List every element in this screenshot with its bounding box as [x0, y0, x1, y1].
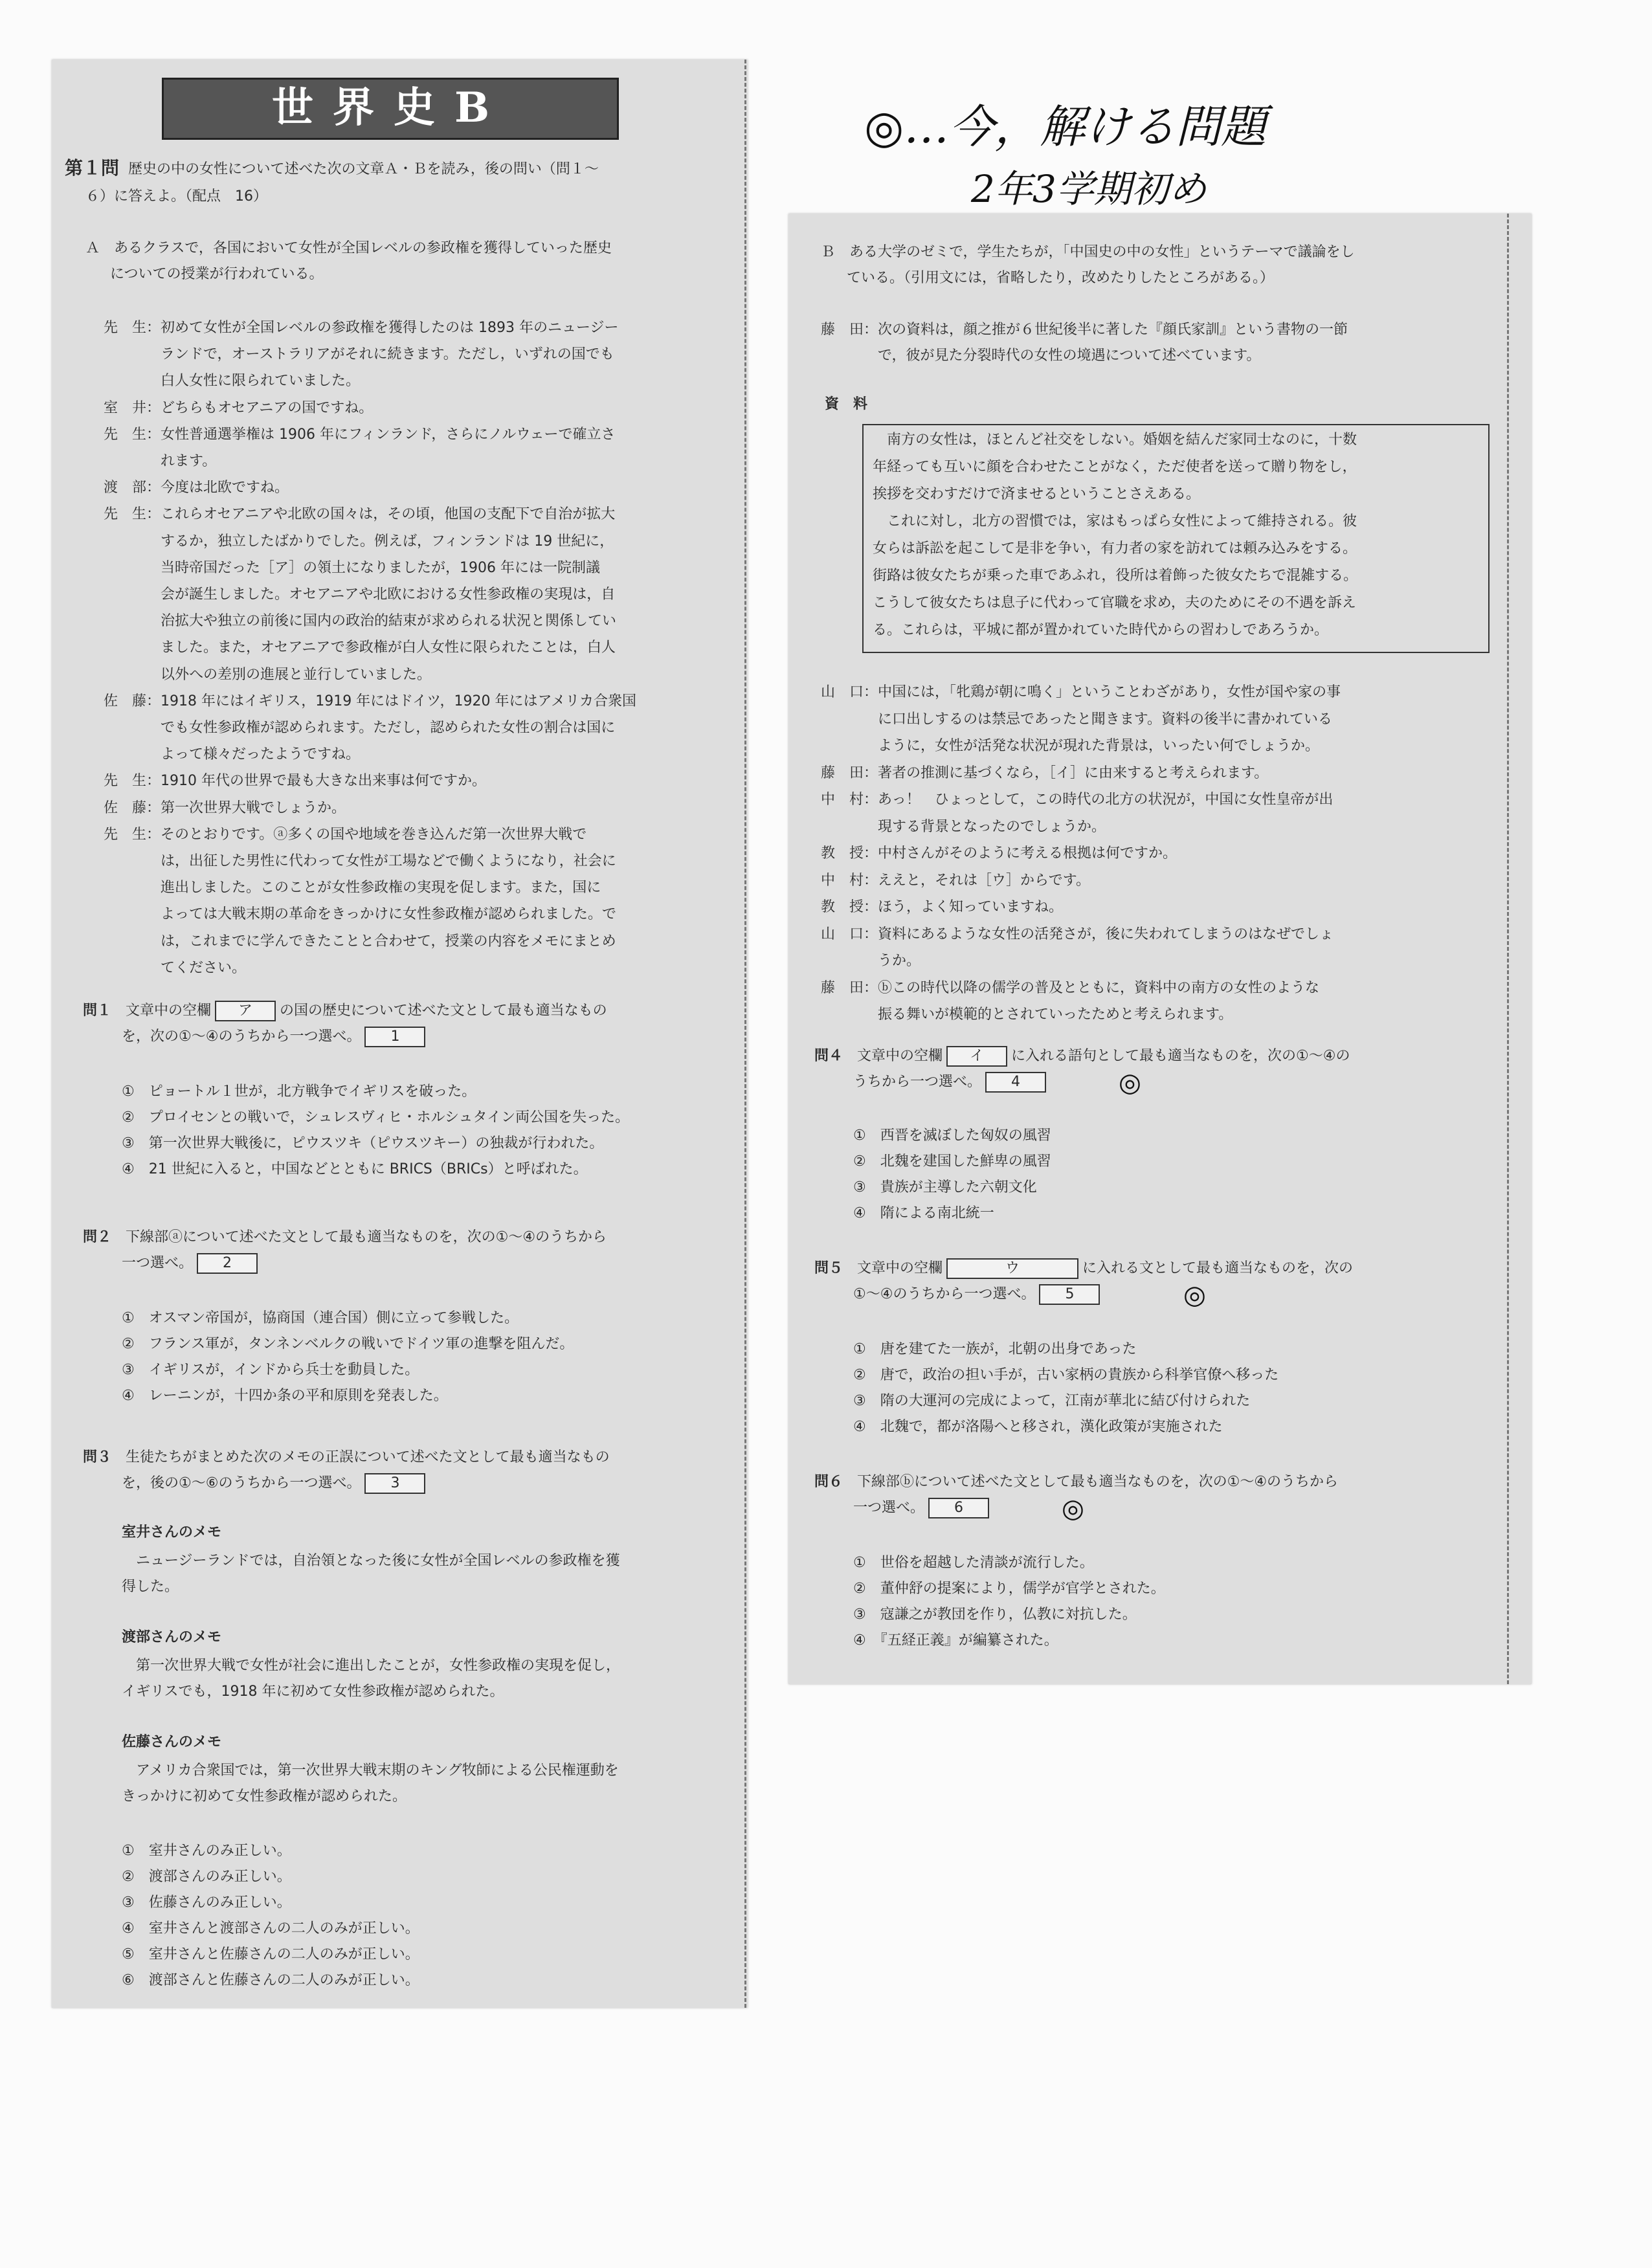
dialog-line: よって様々だったようですね。: [104, 746, 361, 763]
dialog-line: れます。: [104, 453, 217, 469]
dialog-line: 白人女性に限られていました。: [104, 373, 361, 390]
question-4-stem-2: [853, 1069, 1050, 1095]
dialog-line: 山 口：資料にあるような女性の活発さが，後に失われてしまうのはなぜでしょ: [821, 926, 1334, 942]
question-1-heading: 第１問: [65, 157, 120, 179]
q2-text: 下線部ⓐについて述べた文として最も適当なものを，次の①～④のうちから: [126, 1229, 607, 1245]
option-item: ② プロイセンとの戦いで，シュレスヴィヒ・ホルシュタイン両公国を失った。: [122, 1109, 630, 1126]
option-item: ③ 寇謙之が教団を作り，仏教に対抗した。: [853, 1606, 1137, 1623]
dialog-line: よっては大戦末期の革命をきっかけに女性参政権が認められました。で: [104, 906, 617, 923]
option-item: ③ 貴族が主導した六朝文化: [853, 1179, 1037, 1195]
dialog-line: ました。また，オセアニアで参政権が白人女性に限られたことは，白人: [104, 639, 616, 656]
memo-3-line: アメリカ合衆国では，第一次世界大戦末期のキング牧師による公民権運動を: [136, 1762, 619, 1779]
handwritten-circle-mark: ◎: [1119, 1068, 1141, 1098]
dialog-line: 佐 藤：第一次世界大戦でしょうか。: [104, 799, 346, 816]
option-item: ① 世俗を超越した清談が流行した。: [853, 1555, 1094, 1571]
option-item: ④ 21 世紀に入ると，中国などとともに BRICS（BRICs）と呼ばれた。: [122, 1161, 588, 1177]
handwritten-note-1: ◎…今，解ける問題: [864, 100, 1267, 153]
q1-text: の国の歴史について述べた文として最も適当なもの: [280, 1003, 607, 1019]
dialog-line: に口出しするのは禁忌であったと聞きます。資料の後半に書かれている: [821, 711, 1333, 728]
question-3-stem-2: [122, 1471, 429, 1496]
memo-3-line: きっかけに初めて女性参政権が認められた。: [122, 1788, 407, 1805]
q3-text: 生徒たちがまとめた次のメモの正誤について述べた文として最も適当なもの: [126, 1449, 610, 1465]
dialog-line: 以外への差別の進展と並行していました。: [104, 666, 432, 683]
option-item: ④ 『五経正義』が編纂された。: [853, 1632, 1058, 1649]
source-line: る。これらは，平城に都が置かれていた時代からの習わしであろうか。: [873, 622, 1329, 638]
option-item: ⑤ 室井さんと佐藤さんの二人のみが正しい。: [122, 1946, 419, 1962]
option-item: ② 北魏を建国した鮮卑の風習: [853, 1153, 1051, 1170]
handwritten-circle-mark: ◎: [1183, 1280, 1206, 1310]
question-1-stem: [83, 998, 607, 1024]
dialog-line: は，これまでに学んできたことと合わせて，授業の内容をメモにまとめ: [104, 933, 616, 950]
dialog-line: 会が誕生しました。オセアニアや北欧における女性参政権の実現は，自: [104, 586, 616, 603]
option-item: ③ 第一次世界大戦後に，ピウスツキ（ピウスツキー）の独裁が行われた。: [122, 1135, 604, 1151]
dialog-line: 治拡大や独立の前後に国内の政治的結束が求められる状況と関係してい: [104, 613, 617, 630]
option-item: ④ 北魏で，都が洛陽へと移され，漢化政策が実施された: [853, 1419, 1223, 1435]
q6-text: 一つ選べ。: [853, 1500, 925, 1516]
q6-text: 下線部ⓑについて述べた文として最も適当なものを，次の①～④のうちから: [857, 1474, 1339, 1490]
source-line: こうして彼女たちは息子に代わって官職を求め，夫のためにその不遇を訴え: [873, 595, 1356, 611]
question-3-stem: [83, 1445, 610, 1471]
q2-label: 問２: [83, 1229, 112, 1245]
source-line: 街路は彼女たちが乗った車であふれ，役所は着飾った彼女たちで混雑する。: [873, 568, 1358, 584]
dialog-line: は，出征した男性に代わって女性が工場などで働くようになり，社会に: [104, 853, 616, 869]
answer-box-6[interactable]: 6: [928, 1498, 989, 1518]
source-line: 年経っても互いに顔を合わせたことがなく，ただ使者を送って贈り物をし，: [873, 459, 1357, 475]
q3-label: 問３: [83, 1449, 112, 1465]
question-5-stem: [814, 1256, 1353, 1282]
memo-1-line: ニュージーランドでは，自治領となった後に女性が全国レベルの参政権を獲: [136, 1553, 620, 1569]
option-item: ② 董仲舒の提案により，儒学が官学とされた。: [853, 1581, 1165, 1597]
dialog-line: 佐 藤：1918 年にはイギリス，1919 年にはドイツ，1920 年にはアメリカ合衆国: [104, 693, 636, 709]
question-2-stem-2: [122, 1251, 262, 1276]
question-5-stem-2: [853, 1282, 1104, 1307]
q1-label: 問１: [83, 1003, 112, 1019]
q5-text: ①～④のうちから一つ選べ。: [853, 1286, 1036, 1302]
memo-1-title: 室井さんのメモ: [122, 1524, 222, 1540]
dialog-line: 現する背景となったのでしょうか。: [821, 818, 1106, 835]
option-item: ① 西晋を滅ぼした匈奴の風習: [853, 1128, 1051, 1144]
answer-box-2[interactable]: 2: [197, 1253, 258, 1274]
source-line: 南方の女性は，ほとんど社交をしない。婚姻を結んだ家同士なのに，十数: [873, 432, 1357, 448]
dialog-line: 進出しました。このことが女性参政権の実現を促します。また，国に: [104, 880, 601, 896]
option-item: ⑥ 渡部さんと佐藤さんの二人のみが正しい。: [122, 1972, 419, 1988]
q3-text: を，後の①～⑥のうちから一つ選べ。: [122, 1475, 361, 1491]
question-1-intro-1: 歴史の中の女性について述べた次の文章Ａ・Ｂを読み，後の問い（問１～: [128, 161, 599, 177]
option-item: ② フランス軍が，タンネンベルクの戦いでドイツ軍の進撃を阻んだ。: [122, 1336, 574, 1352]
q5-text: に入れる文として最も適当なものを，次の: [1082, 1260, 1354, 1276]
page-title: 世界史B: [162, 78, 619, 140]
q4-text: 文章中の空欄: [857, 1048, 943, 1064]
dialog-line: 先 生：女性普通選挙権は 1906 年にフィンランド，さらにノルウェーで確立さ: [104, 426, 616, 443]
q1-text: を，次の①～④のうちから一つ選べ。: [122, 1028, 361, 1045]
memo-3-title: 佐藤さんのメモ: [122, 1734, 222, 1750]
dialog-line: 山 口：中国には，「牝鶏が朝に鳴く」ということわざがあり，女性が国や家の事: [821, 684, 1341, 700]
answer-box-3[interactable]: 3: [364, 1473, 425, 1494]
left-page: [52, 60, 748, 2008]
question-2-stem: [83, 1225, 607, 1251]
dialog-line: 藤 田：著者の推測に基づくなら，［イ］に由来すると考えられます。: [821, 764, 1269, 781]
dialog-line: 教 授：ほう，よく知っていますね。: [821, 899, 1064, 915]
question-4-stem: [814, 1043, 1350, 1069]
option-item: ④ 室井さんと渡部さんの二人のみが正しい。: [122, 1920, 419, 1937]
dialog-line: 教 授：中村さんがそのように考える根拠は何ですか。: [821, 845, 1178, 862]
q6-label: 問６: [814, 1474, 843, 1490]
q5-text: 文章中の空欄: [857, 1260, 943, 1276]
option-item: ① ピョートル１世が，北方戦争でイギリスを破った。: [122, 1084, 476, 1100]
dialog-line: ように，女性が活発な状況が現れた背景は，いったい何でしょうか。: [821, 738, 1320, 754]
dialog-line: 渡 部：今度は北欧ですね。: [104, 480, 289, 496]
memo-1-line: 得した。: [122, 1579, 179, 1595]
option-item: ③ 隋の大運河の完成によって，江南が華北に結び付けられた: [853, 1393, 1251, 1409]
option-item: ② 唐で，政治の担い手が，古い家柄の貴族から科挙官僚へ移った: [853, 1367, 1279, 1383]
answer-box-4[interactable]: 4: [985, 1072, 1046, 1093]
dialog-line: 先 生：そのとおりです。ⓐ多くの国や地域を巻き込んだ第一次世界大戦で: [104, 826, 587, 843]
option-item: ③ イギリスが，インドから兵士を動員した。: [122, 1362, 419, 1378]
blank-i-box: イ: [946, 1046, 1007, 1067]
q2-text: 一つ選べ。: [122, 1255, 194, 1271]
dialog-line: 先 生：1910 年代の世界で最も大きな出来事は何ですか。: [104, 773, 486, 790]
dialog-line: 藤 田：ⓑこの時代以降の儒学の普及とともに，資料中の南方の女性のような: [821, 979, 1320, 996]
dialog-line: 先 生：これらオセアニアや北欧の国々は，その頃，他国の支配下で自治が拡大: [104, 506, 616, 523]
dialog-line: するか，独立したばかりでした。例えば，フィンランドは 19 世紀に，: [104, 533, 614, 550]
fujita-line: 藤 田：次の資料は，顔之推が６世紀後半に著した『顔氏家訓』という書物の一節: [821, 322, 1348, 338]
source-line: 女らは訴訟を起こして是非を争い，有力者の家を訪れては頼み込みをする。: [873, 540, 1357, 557]
memo-2-line: イギリスでも，1918 年に初めて女性参政権が認められた。: [122, 1684, 504, 1700]
option-item: ② 渡部さんのみ正しい。: [122, 1869, 291, 1885]
dialog-line: 振る舞いが模範的とされていったためと考えられます。: [821, 1006, 1233, 1023]
option-item: ① 室井さんのみ正しい。: [122, 1843, 291, 1859]
blank-a-box: ア: [215, 1001, 276, 1021]
dialog-line: 室 井：どちらもオセアニアの国ですね。: [104, 399, 374, 416]
handwritten-note-2: 2年3学期初め: [971, 167, 1207, 211]
source-line: これに対し，北方の習慣では，家はもっぱら女性によって維持される。彼: [873, 513, 1357, 529]
answer-box-1[interactable]: 1: [364, 1027, 425, 1047]
right-page: [788, 214, 1532, 1684]
option-item: ① オスマン帝国が，協商国（連合国）側に立って参戦した。: [122, 1310, 519, 1326]
q4-text: うちから一つ選べ。: [853, 1074, 982, 1090]
question-1-stem-2: [122, 1024, 429, 1050]
answer-box-5[interactable]: 5: [1039, 1284, 1100, 1305]
dialog-line: ランドで，オーストラリアがそれに続きます。ただし，いずれの国でも: [104, 346, 614, 363]
section-b-line: ている。（引用文には，省略したり，改めたりしたところがある。）: [847, 270, 1275, 286]
fujita-line: で，彼が見た分裂時代の女性の境遇について述べています。: [821, 348, 1261, 364]
handwritten-circle-mark: ◎: [1062, 1494, 1084, 1524]
question-6-stem: [814, 1469, 1338, 1495]
option-item: ④ レーニンが，十四か条の平和原則を発表した。: [122, 1388, 448, 1404]
option-item: ④ 隋による南北統一: [853, 1205, 994, 1221]
memo-2-title: 渡部さんのメモ: [122, 1629, 222, 1645]
dialog-line: 中 村：あっ！ ひょっとして，この時代の北方の状況が，中国に女性皇帝が出: [821, 792, 1334, 808]
dialog-line: うか。: [821, 953, 921, 969]
q4-label: 問４: [814, 1048, 843, 1064]
dialog-line: 中 村：ええと，それは［ウ］からです。: [821, 872, 1091, 889]
dialog-line: てください。: [104, 959, 247, 976]
q1-text: 文章中の空欄: [126, 1003, 212, 1019]
q4-text: に入れる語句として最も適当なものを，次の①～④の: [1011, 1048, 1350, 1064]
question-1-intro-2: ６）に答えよ。（配点 16）: [85, 188, 267, 205]
section-b-line: Ｂ ある大学のゼミで，学生たちが，「中国史の中の女性」というテーマで議論をし: [821, 244, 1355, 260]
dialog-line: 先 生：初めて女性が全国レベルの参政権を獲得したのは 1893 年のニュージー: [104, 320, 619, 336]
source-line: 挨拶を交わすだけで済ませるということさえある。: [873, 486, 1201, 502]
section-a-line: Ａ あるクラスで，各国において女性が全国レベルの参政権を獲得していった歴史: [85, 240, 612, 256]
question-6-stem-2: [853, 1495, 993, 1521]
dialog-line: 当時帝国だった［ア］の領土になりましたが，1906 年には一院制議: [104, 559, 600, 576]
source-label: 資 料: [825, 396, 868, 412]
option-item: ③ 佐藤さんのみ正しい。: [122, 1895, 291, 1911]
option-item: ① 唐を建てた一族が，北朝の出身であった: [853, 1341, 1137, 1357]
memo-2-line: 第一次世界大戦で女性が社会に進出したことが，女性参政権の実現を促し，: [136, 1658, 621, 1674]
section-a-line: についての授業が行われている。: [110, 266, 324, 282]
dialog-line: でも女性参政権が認められます。ただし，認められた女性の割合は国に: [104, 720, 616, 736]
q5-label: 問５: [814, 1260, 843, 1276]
blank-u-box: ウ: [946, 1258, 1078, 1279]
